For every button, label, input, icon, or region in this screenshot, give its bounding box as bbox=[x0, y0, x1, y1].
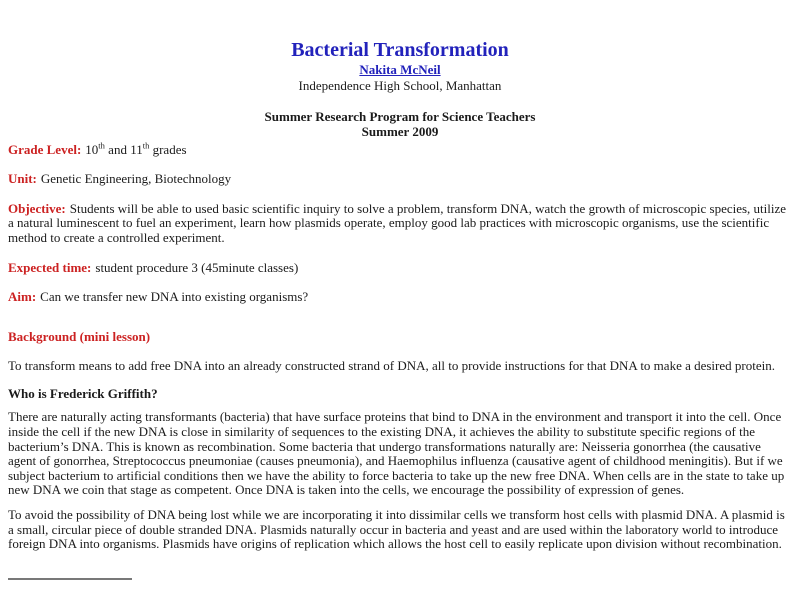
expected-time-value: student procedure 3 (45minute classes) bbox=[95, 259, 299, 275]
objective-label: Objective: bbox=[8, 200, 66, 216]
objective-value: Students will be able to used basic scientific inquiry to solve a problem, transform DNA, watch the growth of microscopic species, utilize a natural luminescent to fuel an experiment, learn how plasmids operate, employ good lab practices with microscopic organisms, use the scientific method to create a controlled experiment. bbox=[8, 200, 787, 245]
school-line: Independence High School, Manhattan bbox=[298, 77, 502, 93]
unit-value: Genetic Engineering, Biotechnology bbox=[40, 171, 232, 187]
grade-level-label: Grade Level: bbox=[8, 141, 82, 157]
grade-ordinal-1: th bbox=[98, 140, 105, 151]
background-paragraph-2: To avoid the possibility of DNA being lost while we are incorporating it into dissimilar cells we transform host cells with plasmid DNA. A plasmid is a small, circular piece of double stranded DNA. Plasmids naturally occur in bacteria and yeast and are used within the laboratory world to introduce foreign DNA into organisms. Plasmids have origins of replication which allows the host cell to easily replicate upon division without recombination. bbox=[8, 506, 785, 552]
grade-number-2: and 11 bbox=[104, 141, 143, 157]
unit-field bbox=[8, 172, 792, 187]
header-block bbox=[8, 40, 792, 139]
unit-label: Unit: bbox=[8, 171, 37, 187]
author-line bbox=[8, 61, 792, 78]
grade-ordinal-2: th bbox=[142, 140, 150, 151]
aim-label: Aim: bbox=[8, 289, 37, 305]
background-paragraph-1: There are naturally acting transformants (bacteria) that have surface proteins that bind to DNA in the environment and transport it into the cell. Once inside the cell if the new DNA is close in similarity of sequences to the existing DNA, it achieves the ability to substitute specific regions of the bacterium’s DNA. This is known as recombination. Some bacteria that undergo transformations naturally are: Neisseria gonorrhea (the causative agent of gonorrhea, Streptococcus pneumoniae (causes pneumonia), and Haemophilus influenza (causative agent of childhood meningitis). But if we subject bacterium to artificial conditions then we have the ability to force bacteria to take up the new free DNA. When cells are in the state to take up new DNA we coin that stage as competent. Once DNA is taken into the cells, we encourage the possibility of expression of genes. bbox=[8, 409, 785, 498]
program-block bbox=[8, 109, 792, 139]
grade-level-field bbox=[8, 140, 792, 158]
aim-field bbox=[8, 290, 792, 305]
expected-time-label: Expected time: bbox=[8, 259, 92, 275]
grade-level-value bbox=[85, 142, 186, 157]
page-title: Bacterial Transformation bbox=[291, 39, 509, 61]
grade-number-1: 10 bbox=[85, 141, 99, 157]
document-page bbox=[0, 40, 800, 580]
expected-time-field bbox=[8, 261, 792, 276]
footnote-divider bbox=[8, 578, 132, 580]
background-heading: Background (mini lesson) bbox=[8, 328, 151, 344]
objective-field bbox=[8, 202, 792, 246]
aim-value: Can we transfer new DNA into existing organisms? bbox=[40, 289, 309, 305]
grade-tail: grades bbox=[149, 141, 187, 157]
program-title: Summer Research Program for Science Teachers bbox=[264, 108, 536, 124]
author-link[interactable]: Nakita McNeil bbox=[359, 62, 441, 77]
program-term: Summer 2009 bbox=[361, 123, 439, 139]
background-intro: To transform means to add free DNA into an already constructed strand of DNA, all to provide instructions for that DNA to make a desired protein. bbox=[8, 357, 775, 373]
griffith-heading: Who is Frederick Griffith? bbox=[8, 386, 158, 402]
